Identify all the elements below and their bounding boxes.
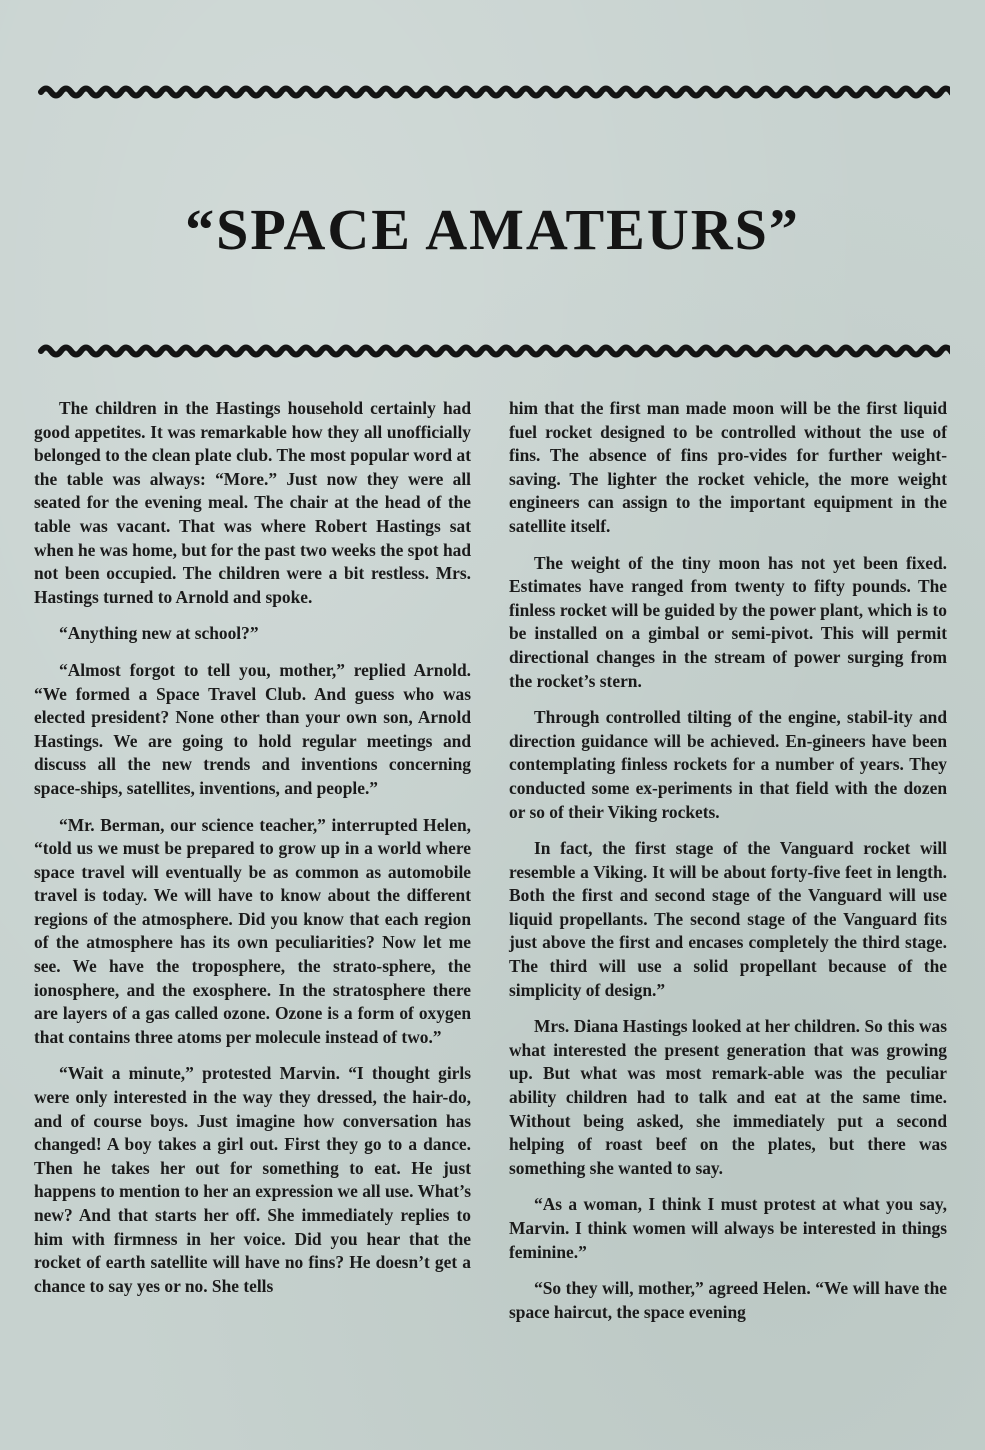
paragraph: The weight of the tiny moon has not yet been fixed. Estimates have ranged from twenty to fifty pounds. The finless rocket will be guided by the power plant, which is to be installed on a gimbal or semi-pivot. This will permit directional changes in the stream of power surging from the rocket’s stern. (509, 552, 947, 691)
paragraph: “As a woman, I think I must protest at what you say, Marvin. I think women will always be interested in things feminine.” (509, 1194, 947, 1262)
left-text-column (34, 397, 471, 1311)
paragraph: Through controlled tilting of the engine, stabil-ity and direction guidance will be achieved. En-gineers have been contemplating finless rockets for a number of years. They conducted some ex-periments in that field with the dozen or so of their Viking rockets. (509, 707, 947, 822)
paragraph-continued: him that the first man made moon will be the first liquid fuel rocket designed to be controlled without the use of fins. The absence of fins pro-vides for further weight-saving. The lighter the rocket vehicle, the more weight engineers can assign to the important equipment in the satellite itself. (509, 398, 947, 536)
paragraph: Mrs. Diana Hastings looked at her children. So this was what interested the present generation that was growing up. But what was most remark-able was the peculiar ability children had to talk and eat at the same time. Without being asked, she immediately put a second helping of roast beef on the plates, but there was something she wanted to say. (509, 1016, 947, 1178)
paragraph: The children in the Hastings household certainly had good appetites. It was remarkable how they all unofficially belonged to the clean plate club. The most popular word at the table was always: “More.” Just now they were all seated for the evening meal. The chair at the head of the table was vacant. That was where Robert Hastings sat when he was home, but for the past two weeks the spot had not been occupied. The children were a bit restless. Mrs. Hastings turned to Arnold and spoke. (34, 398, 471, 607)
top-wavy-rule (38, 80, 950, 104)
article-title: “SPACE AMATEURS” (185, 197, 800, 262)
paragraph: “Almost forgot to tell you, mother,” replied Arnold. “We formed a Space Travel Club. And guess who was elected president? None other than your own son, Arnold Hastings. We are going to hold regular meetings and discuss all the new trends and inventions concerning space-ships, satellites, inventions, and people.” (34, 659, 471, 798)
bottom-wavy-rule (38, 339, 950, 363)
paragraph: In fact, the first stage of the Vanguard rocket will resemble a Viking. It will be about forty-five feet in length. Both the first and second stage of the Vanguard will use liquid propellants. The second stage of the Vanguard fits just above the first and encases completely the third stage. The third will use a solid propellant because of the simplicity of design.” (509, 838, 947, 1000)
right-text-column (509, 397, 947, 1337)
paragraph: “So they will, mother,” agreed Helen. “We will have the space haircut, the space evening (509, 1278, 947, 1322)
paragraph: “Mr. Berman, our science teacher,” interrupted Helen, “told us we must be prepared to grow up in a world where space travel will eventually be as common as automobile travel is today. We will have to know about the different regions of the atmosphere. Did you know that each region of the atmosphere has its own peculiarities? Now let me see. We have the troposphere, the strato-sphere, the ionosphere, and the exosphere. In the stratosphere there are layers of a gas called ozone. Ozone is a form of oxygen that contains three atoms per molecule instead of two.” (34, 814, 471, 1047)
paragraph: “Anything new at school?” (59, 623, 259, 644)
paragraph: “Wait a minute,” protested Marvin. “I thought girls were only interested in the way they dressed, the hair-do, and of course boys. Just imagine how conversation has changed! A boy takes a girl out. First they go to a dance. Then he takes her out for something to eat. He just happens to mention to her an expression we all use. What’s new? And that starts her off. She immediately replies to him with firmness in her voice. Did you hear that the rocket of earth satellite will have no fins? He doesn’t get a chance to say yes or no. She tells (34, 1063, 471, 1296)
